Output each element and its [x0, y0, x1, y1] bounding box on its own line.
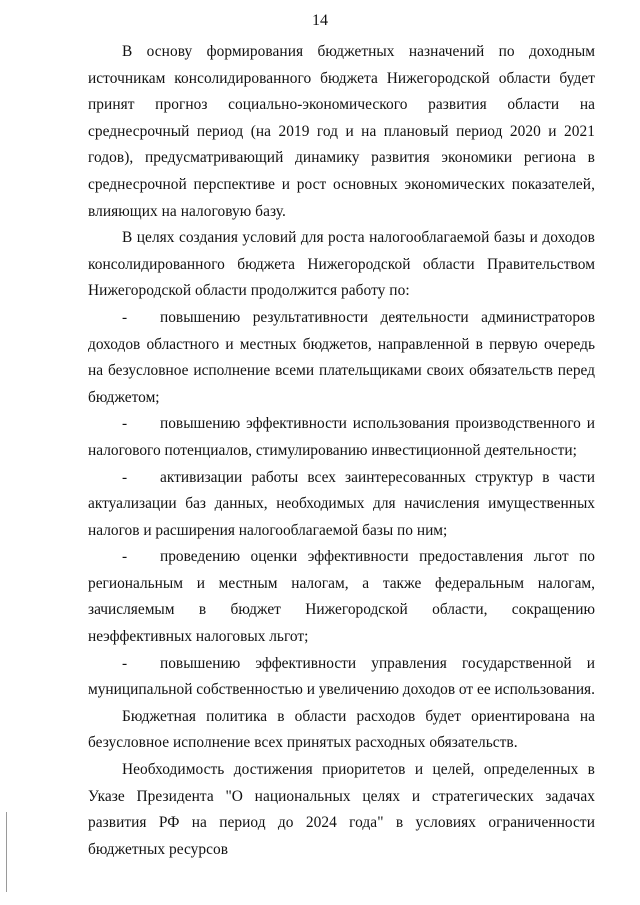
scan-margin-line — [6, 812, 7, 892]
bullet-dash: - — [122, 308, 128, 326]
paragraph-revenue-forecast: В основу формирования бюджетных назначений по доходным источникам консолидированного бюджета Нижегородской области будет принят прогноз социально-экономического развития области на среднесрочный период (на 2019 год и на плановый период 2020 и 2021 годов), предусматривающий динамику развития экономики региона в среднесрочной перспективе и рост основных экономических показателей, влияющих на налоговую базу. — [88, 43, 595, 220]
document-body — [88, 39, 595, 863]
list-item — [88, 411, 595, 464]
paragraph-national-goals: Необходимость достижения приоритетов и целей, определенных в Указе Президента "О национальных целях и стратегических задачах развития РФ на период до 2024 года" в условиях ограниченности бюджетных ресурсов — [88, 761, 595, 858]
list-item-text: активизации работы всех заинтересованных структур в части актуализации баз данных, необходимых для начисления имущественных налогов и расширения налогооблагаемой базы по ним; — [88, 468, 595, 539]
list-item-text: проведению оценки эффективности предоставления льгот по региональным и местным налогам, а также федеральным налогам, зачисляемым в бюджет Нижегородской области, сокращению неэффективных налоговых льгот; — [88, 548, 595, 646]
list-item — [88, 305, 595, 411]
list-item — [88, 651, 595, 704]
list-item-text: повышению эффективности использования производственного и налогового потенциалов, стимулированию инвестиционной деятельности; — [88, 415, 595, 459]
list-item — [88, 544, 595, 650]
list-item-text: повышению эффективности управления государственной и муниципальной собственностью и увеличению доходов от ее использования. — [88, 654, 595, 699]
paragraph-expenditure-policy: Бюджетная политика в области расходов будет ориентирована на безусловное исполнение всех принятых расходных обязательств. — [88, 707, 595, 752]
paragraph-conditions-intro: В целях создания условий для роста налогооблагаемой базы и доходов консолидированного бюджета Нижегородской области Правительством Нижегородской области продолжится работу по: — [88, 229, 595, 300]
page-number: 14 — [312, 12, 328, 29]
bullet-dash: - — [122, 548, 128, 566]
bullet-dash: - — [122, 415, 128, 433]
bullet-dash: - — [122, 468, 128, 486]
list-item — [88, 465, 595, 545]
bullet-dash: - — [122, 654, 128, 672]
list-item-text: повышению результативности деятельности администраторов доходов областного и местных бюджетов, направленной в первую очередь на безусловное исполнение всеми плательщиками своих обязательств перед бюджетом; — [88, 308, 595, 406]
